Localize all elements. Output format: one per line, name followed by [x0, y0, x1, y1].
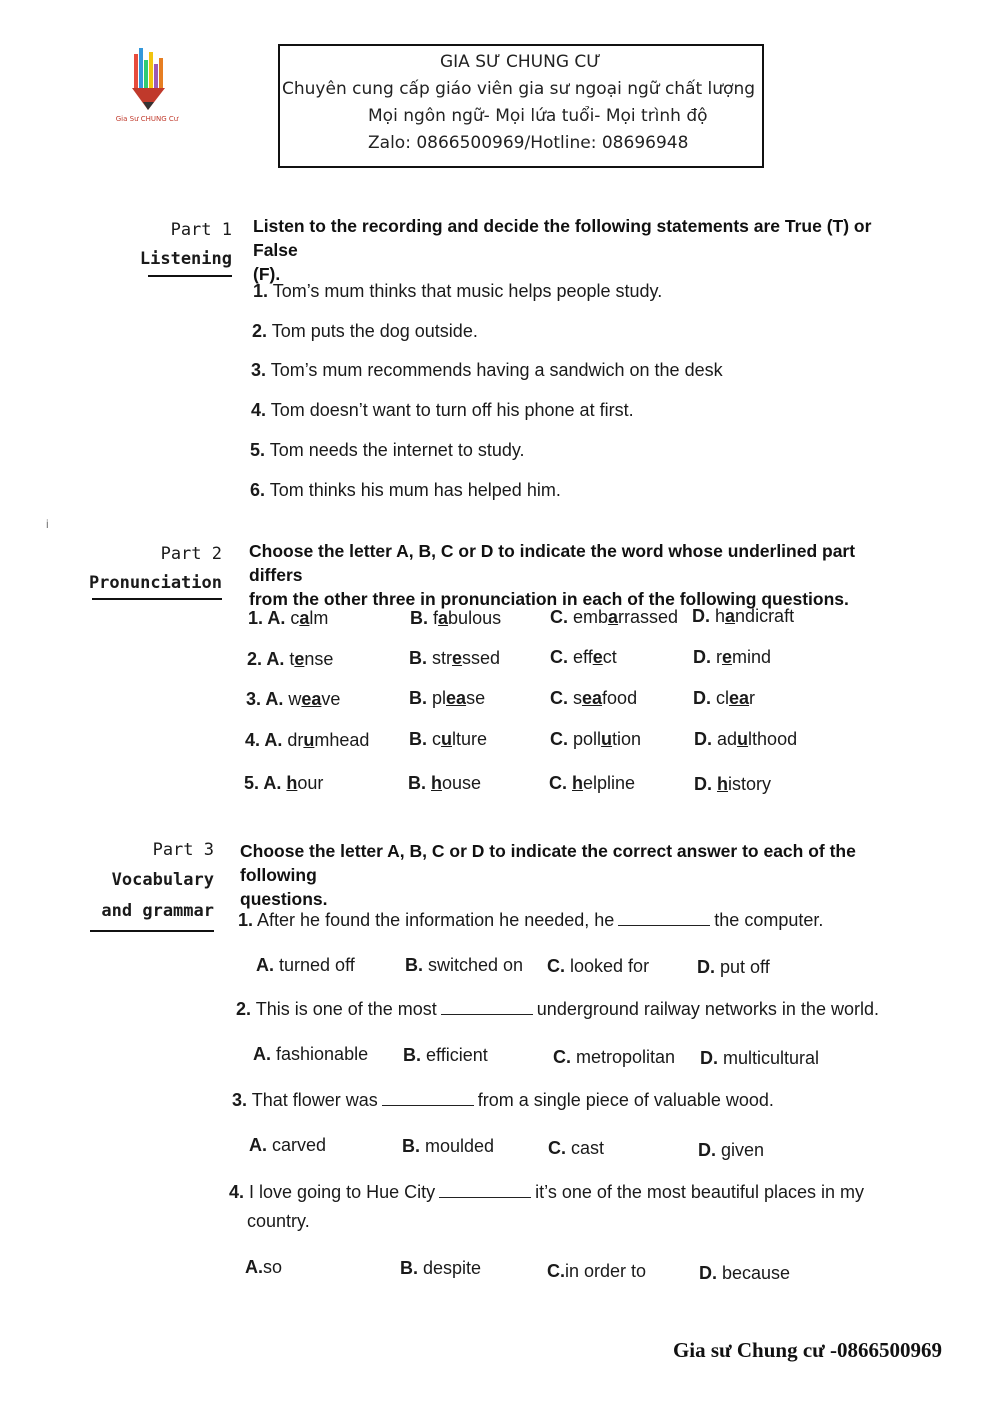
margin-mark: i: [46, 517, 49, 531]
part2-instruction: Choose the letter A, B, C or D to indicate the word whose underlined part differs from the other three in pronunciation in each of the following questions.: [249, 541, 856, 609]
vocab-q4-c: C.in order to: [547, 1261, 647, 1281]
part1-instruction: Listen to the recording and decide the following statements are True (T) or False (F).: [253, 216, 872, 284]
pron-q1-c: C. embarrassed: [550, 607, 679, 627]
logo-text: Gia Sư CHUNG Cư: [115, 115, 179, 123]
answer-blank: [439, 1183, 531, 1198]
vocab-q1-d: D. put off: [697, 957, 770, 977]
vocab-q1-a: A. turned off: [256, 955, 355, 975]
part1-item: 3. Tom’s mum recommends having a sandwich on the desk: [251, 360, 723, 380]
vocab-q2-b: B. efficient: [403, 1045, 488, 1065]
pron-q3-d: D. clear: [693, 688, 756, 708]
pron-q1-a: 1. A. calm: [248, 608, 329, 628]
pron-q2-b: B. stressed: [409, 648, 501, 668]
vocab-q1: 1. After he found the information he needed, he the computer.: [238, 910, 824, 930]
answer-blank: [441, 1000, 533, 1015]
header-title: GIA SƯ CHUNG CƯ: [440, 52, 601, 72]
vocab-q4-continued: country.: [247, 1211, 310, 1231]
logo: [88, 40, 206, 158]
pron-q5-b: B. house: [408, 773, 482, 793]
pron-q4-b: B. culture: [409, 729, 488, 749]
pron-q3-b: B. please: [409, 688, 486, 708]
pron-q2-a: 2. A. tense: [247, 649, 334, 669]
header-box: [278, 44, 764, 168]
part1-rule: [148, 275, 232, 277]
answer-blank: [382, 1091, 474, 1106]
vocab-q2-d: D. multicultural: [700, 1048, 820, 1068]
part3-instruction: Choose the letter A, B, C or D to indicate the correct answer to each of the following questions.: [240, 841, 856, 909]
vocab-q4-a: A.so: [245, 1257, 283, 1277]
pron-q3-a: 3. A. weave: [246, 689, 341, 709]
vocab-q1-c: C. looked for: [547, 956, 650, 976]
part2-label: Part 2: [160, 544, 222, 564]
vocab-q3-a: A. carved: [249, 1135, 327, 1155]
header-contact: Zalo: 0866500969/Hotline: 08696948: [368, 133, 689, 153]
part3-name-line1: Vocabulary: [111, 870, 214, 890]
part2-rule: [92, 598, 222, 600]
vocab-q4-d: D. because: [699, 1263, 791, 1283]
part1-item: 4. Tom doesn’t want to turn off his phone at first.: [251, 400, 634, 420]
footer-contact: Gia sư Chung cư -0866500969: [672, 1338, 942, 1362]
header-tagline: Mọi ngôn ngữ- Mọi lứa tuổi- Mọi trình độ: [368, 106, 708, 126]
part1-item: 6. Tom thinks his mum has helped him.: [250, 480, 561, 500]
part1-item: 2. Tom puts the dog outside.: [252, 321, 478, 341]
pron-q3-c: C. seafood: [550, 688, 638, 708]
vocab-q3-b: B. moulded: [402, 1136, 495, 1156]
pron-q2-c: C. effect: [550, 647, 617, 667]
pron-q4-d: D. adulthood: [694, 729, 798, 749]
pron-q1-d: D. handicraft: [692, 606, 795, 626]
vocab-q1-b: B. switched on: [405, 955, 524, 975]
part2-name: Pronunciation: [88, 573, 222, 593]
pron-q5-a: 5. A. hour: [244, 773, 324, 793]
pron-q4-c: C. pollution: [550, 729, 642, 749]
pron-q4-a: 4. A. drumhead: [245, 730, 370, 750]
vocab-q2-a: A. fashionable: [253, 1044, 369, 1064]
vocab-q2-c: C. metropolitan: [553, 1047, 676, 1067]
pron-q2-d: D. remind: [693, 647, 772, 667]
part1-label: Part 1: [170, 220, 232, 240]
answer-blank: [618, 911, 710, 926]
part1-name: Listening: [139, 249, 232, 269]
vocab-q4-b: B. despite: [400, 1258, 482, 1278]
pencil-chart-logo-icon: [88, 40, 206, 120]
vocab-q4: 4. I love going to Hue City it’s one of the most beautiful places in my: [229, 1182, 864, 1202]
vocab-q3-c: C. cast: [548, 1138, 605, 1158]
part3-name-line2: and grammar: [101, 901, 214, 921]
pron-q1-b: B. fabulous: [410, 608, 502, 628]
pron-q5-c: C. helpline: [549, 773, 636, 793]
pron-q5-d: D. history: [694, 774, 772, 794]
part3-rule: [90, 930, 214, 932]
vocab-q2: 2. This is one of the most underground railway networks in the world.: [236, 999, 879, 1019]
vocab-q3-d: D. given: [698, 1140, 765, 1160]
vocab-q3: 3. That flower was from a single piece of valuable wood.: [232, 1090, 774, 1110]
part1-item: 1. Tom’s mum thinks that music helps people study.: [253, 281, 663, 301]
part3-label: Part 3: [152, 840, 214, 860]
header-subtitle: Chuyên cung cấp giáo viên gia sư ngoại ngữ chất lượng: [282, 79, 756, 99]
part1-item: 5. Tom needs the internet to study.: [250, 440, 525, 460]
